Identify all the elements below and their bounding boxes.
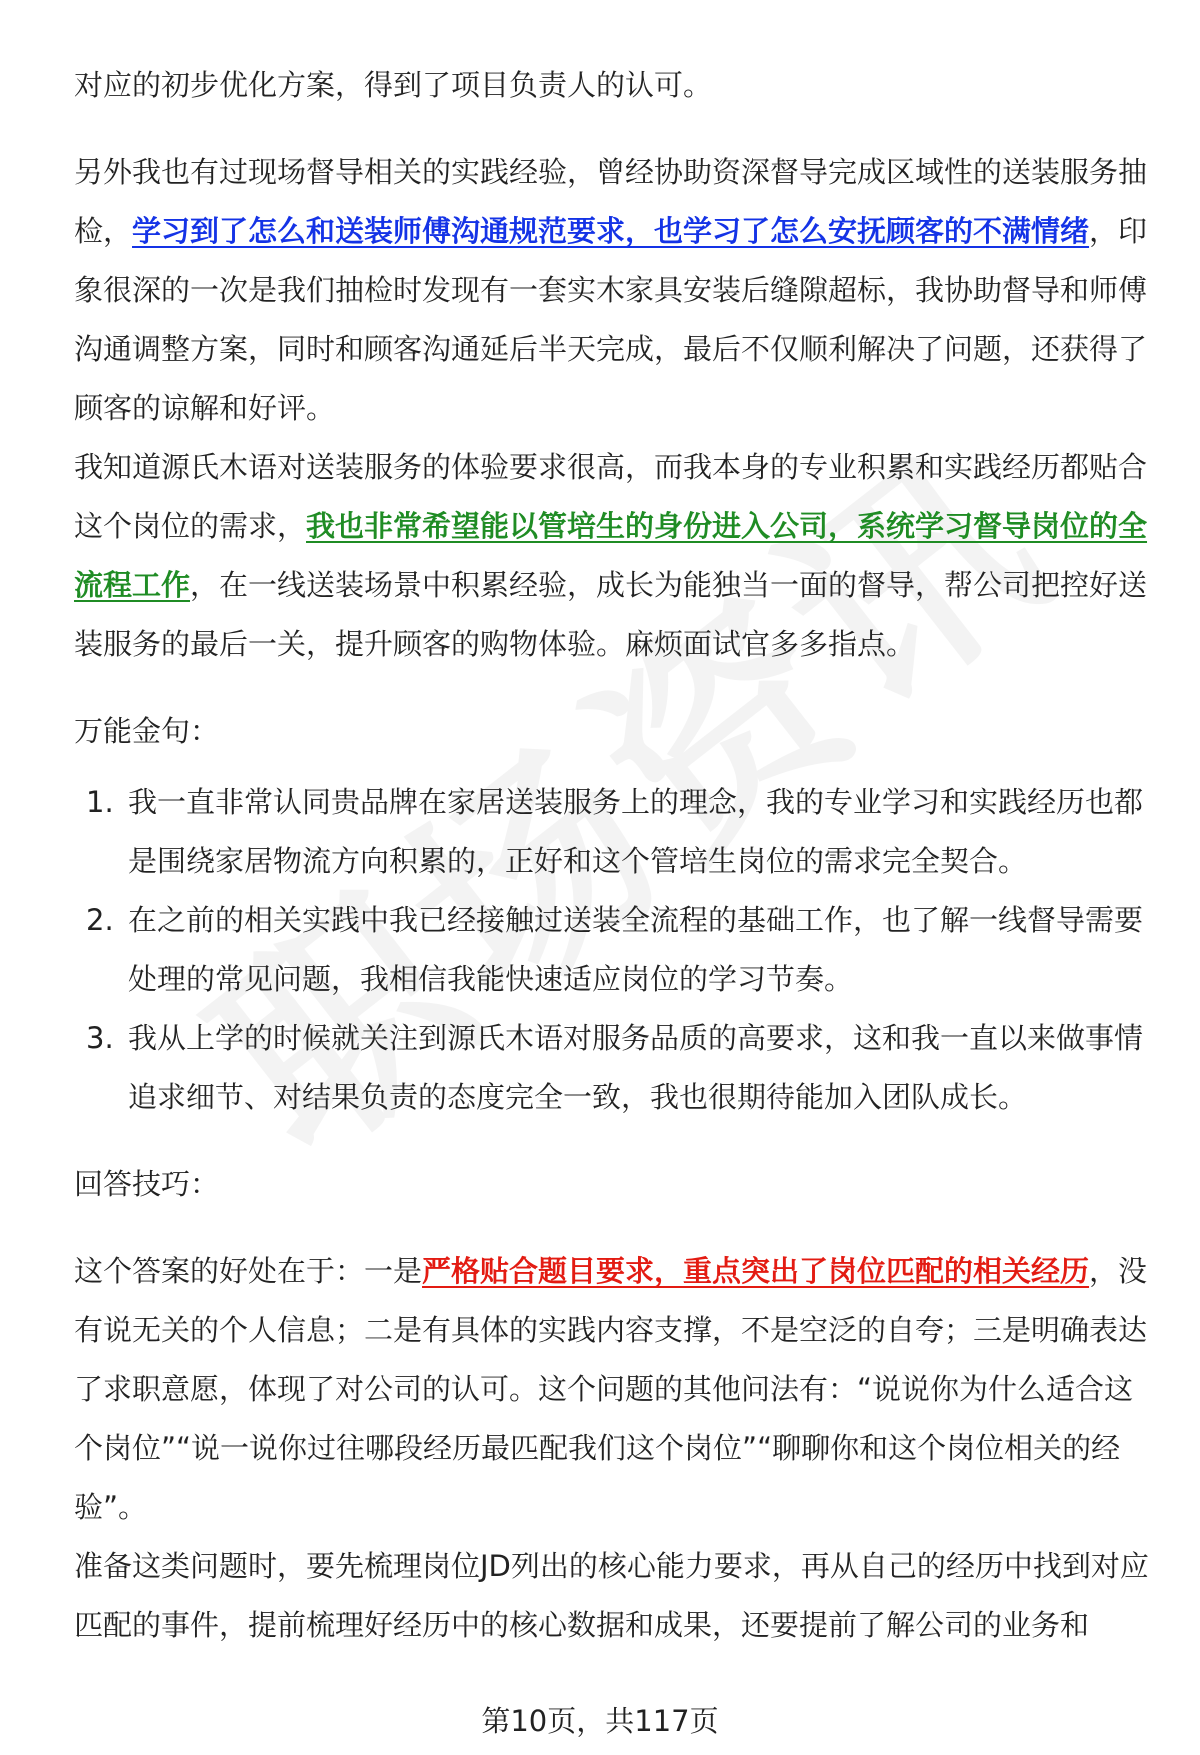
list-item [74,773,1156,891]
page-number: 第10页，共117页 [481,1704,719,1738]
text: ，印象很深的一次是我们抽检时发现有一套实木家具安装后缝隙超标，我协助督导和师傅沟通调整方案，同时和顾客沟通延后半天完成，最后不仅顺利解决了问题，还获得了顾客的谅解和好评。 [74,214,1148,425]
list-text: 我从上学的时候就关注到源氏木语对服务品质的高要求，这和我一直以来做事情追求细节、对结果负责的态度完全一致，我也很期待能加入团队成长。 [128,1021,1144,1114]
list-item [74,891,1156,1009]
text: ，没有说无关的个人信息；二是有具体的实践内容支撑，不是空泛的自夸；三是明确表达了求职意愿，体现了对公司的认可。这个问题的其他问法有：“说说你为什么适合这个岗位”“说一说你过往哪段经历最匹配我们这个岗位”“聊聊你和这个岗位相关的经验”。 [74,1254,1148,1524]
list-number: 1. [86,785,114,819]
text: 另外我也有过现场督导相关的实践经验，曾经协助资深督导完成区域性的送装服务抽检， [74,155,1148,248]
heading-golden-sentences: 万能金句： [74,714,220,748]
list-text: 我一直非常认同贵品牌在家居送装服务上的理念，我的专业学习和实践经历也都是围绕家居物流方向积累的，正好和这个管培生岗位的需求完全契合。 [128,785,1144,878]
heading-answer-tips: 回答技巧： [74,1167,220,1201]
highlight-blue: 学习到了怎么和送装师傅沟通规范要求，也学习了怎么安抚顾客的不满情绪 [132,214,1090,248]
paragraph-intro: 对应的初步优化方案，得到了项目负责人的认可。 [74,68,713,102]
highlight-red: 严格贴合题目要求，重点突出了岗位匹配的相关经历 [422,1254,1090,1288]
document-body [74,56,1156,1655]
golden-sentences-list [74,773,1156,1127]
paragraph-answer-analysis [74,1242,1156,1537]
list-number: 3. [86,1021,114,1055]
highlight-green: 我也非常希望能以管培生的身份进入公司，系统学习督导岗位的全流程工作 [74,509,1148,602]
list-item [74,1009,1156,1127]
text: 我知道源氏木语对送装服务的体验要求很高，而我本身的专业积累和实践经历都贴合这个岗位的需求， [74,450,1148,543]
paragraph-preparation: 准备这类问题时，要先梳理岗位JD列出的核心能力要求，再从自己的经历中找到对应匹配的事件，提前梳理好经历中的核心数据和成果，还要提前了解公司的业务和 [74,1549,1149,1642]
paragraph-motivation [74,438,1156,674]
text: 这个答案的好处在于：一是 [74,1254,423,1288]
text: ，在一线送装场景中积累经验，成长为能独当一面的督导，帮公司把控好送装服务的最后一关，提升顾客的购物体验。麻烦面试官多多指点。 [74,568,1148,661]
list-text: 在之前的相关实践中我已经接触过送装全流程的基础工作，也了解一线督导需要处理的常见问题，我相信我能快速适应岗位的学习节奏。 [128,903,1144,996]
paragraph-supervision-experience [74,143,1156,438]
list-number: 2. [86,903,114,937]
